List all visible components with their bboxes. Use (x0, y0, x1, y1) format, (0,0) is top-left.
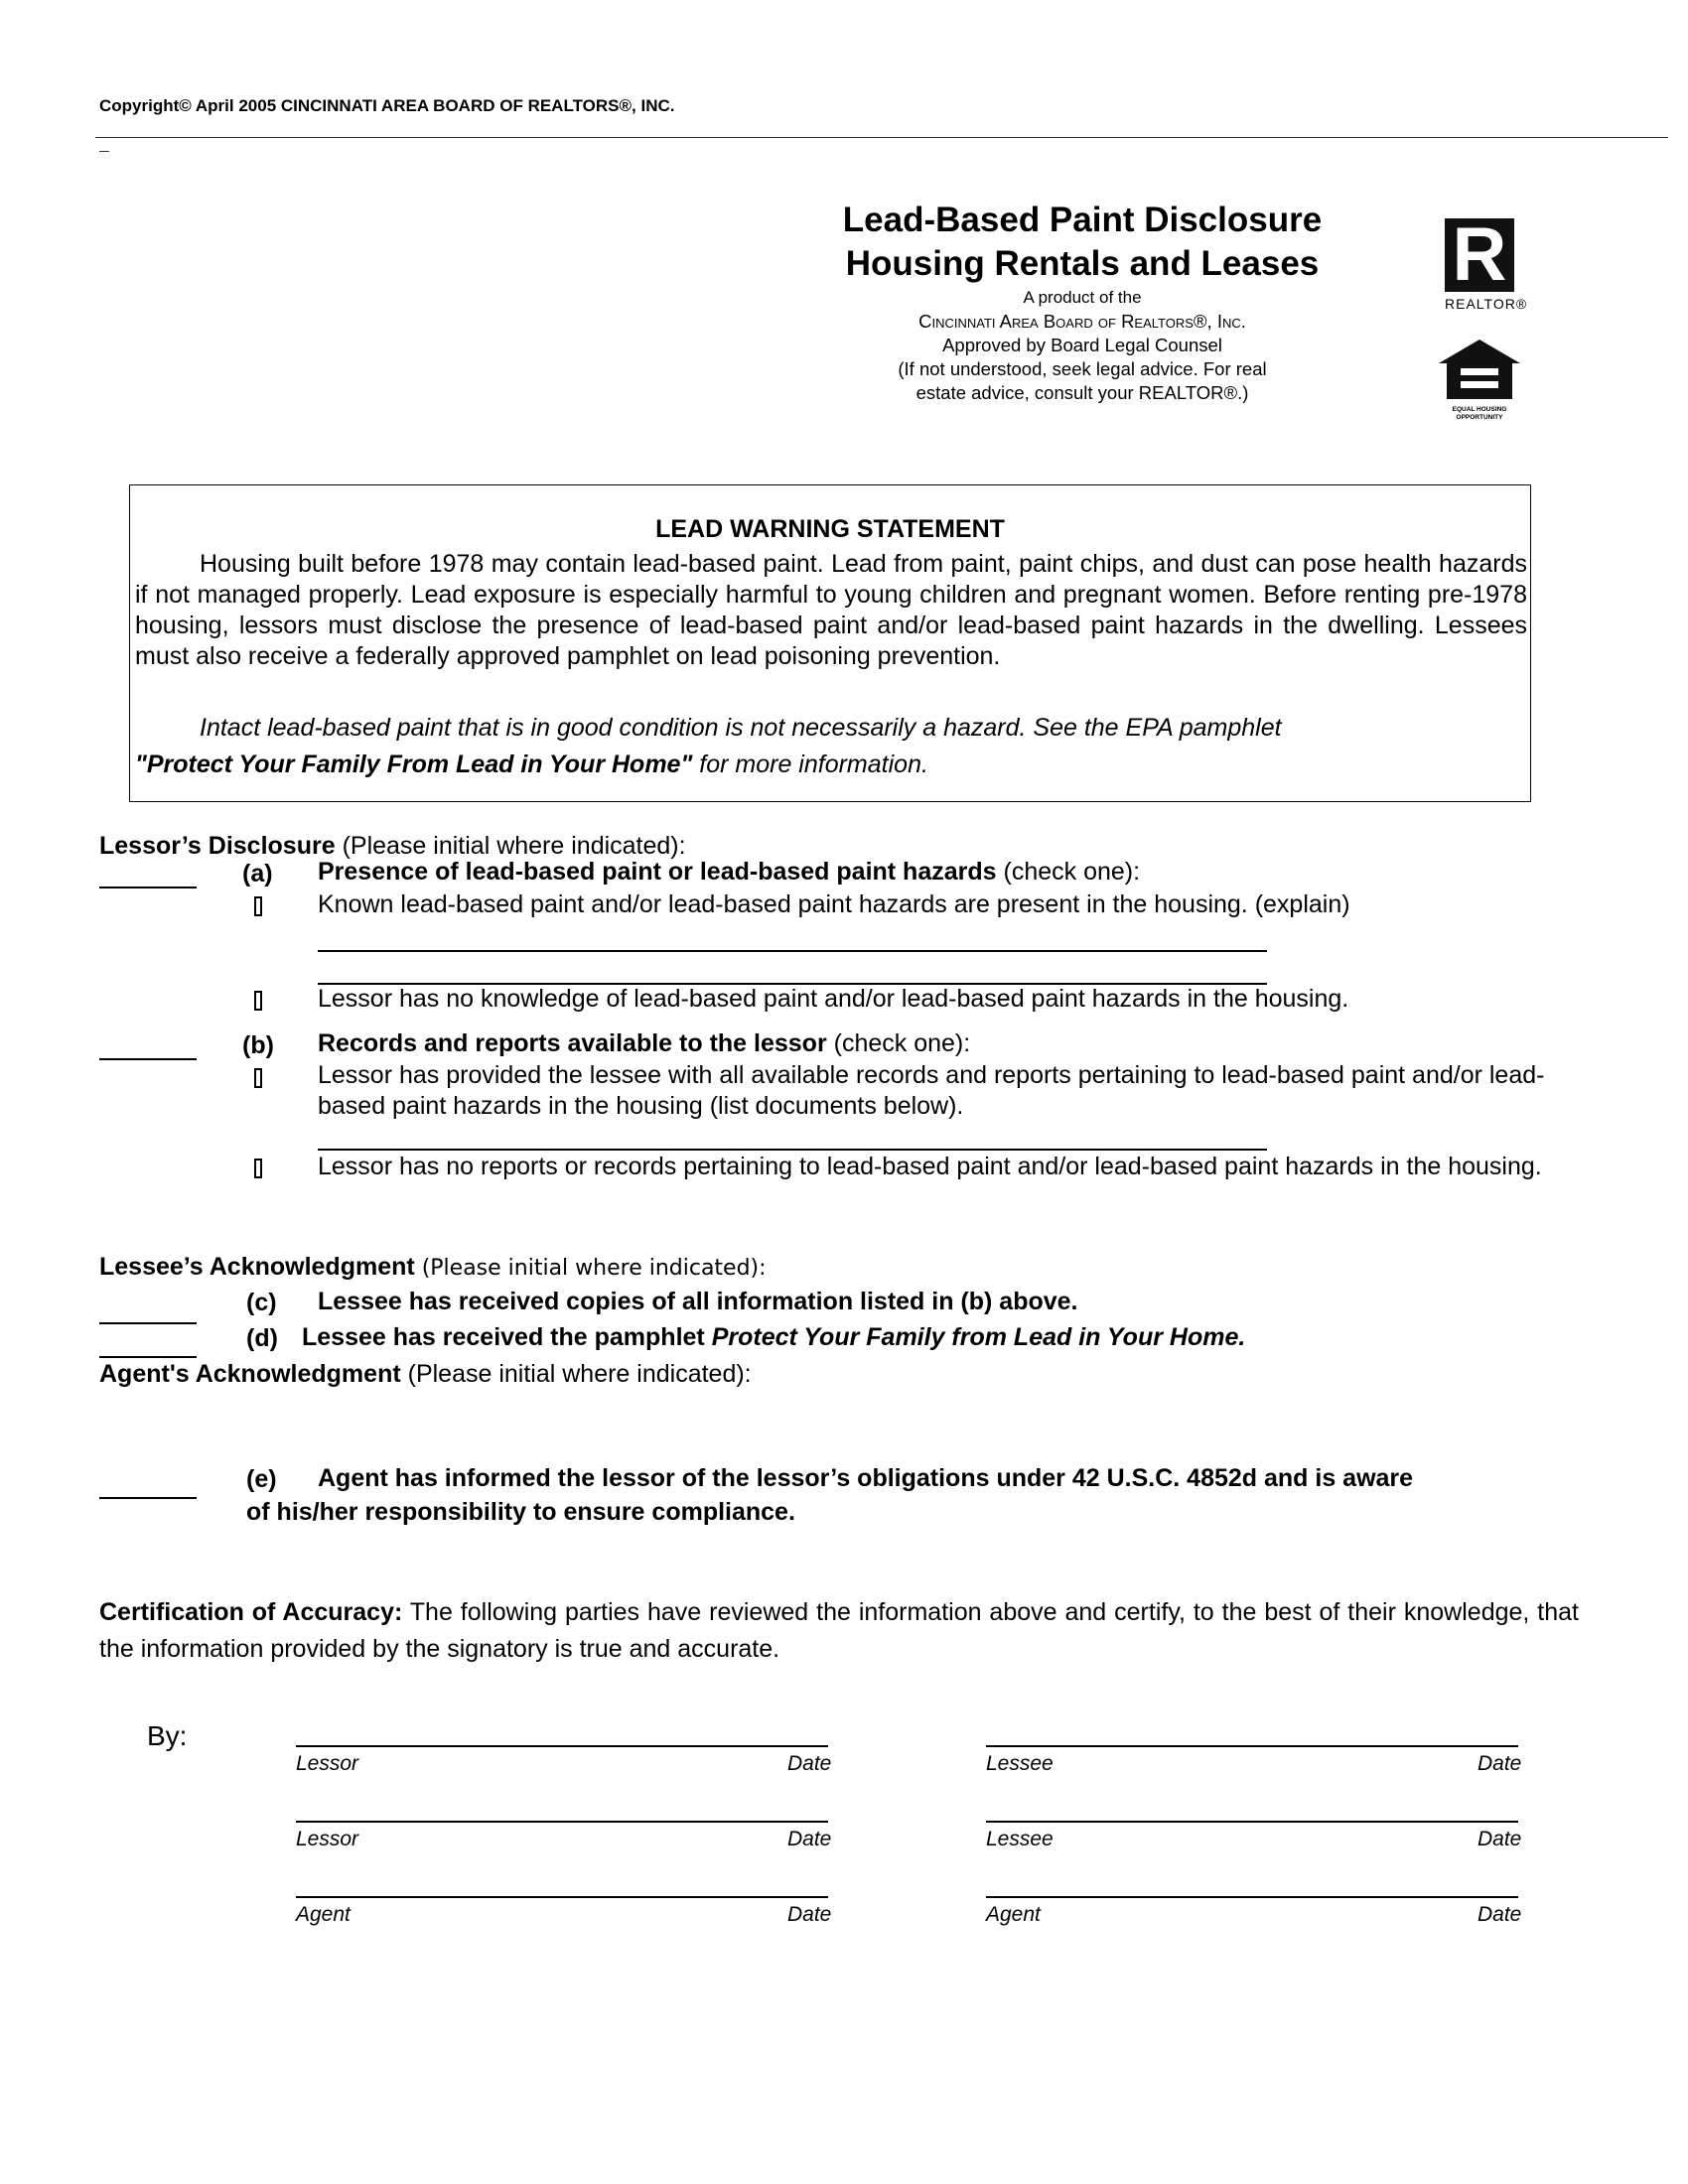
item-b-heading (318, 1028, 970, 1059)
option-a-no-knowledge: Lessor has no knowledge of lead-based paint and/or lead-based paint hazards in the housing. (318, 985, 1349, 1013)
approved-text: Approved by Board Legal Counsel (942, 335, 1222, 355)
signature-label-lessee-2: Lessee (986, 1828, 1054, 1850)
item-b-title: Records and reports available to the lessor (318, 1029, 827, 1057)
option-b-no-reports: Lessor has no reports or records pertaining to lead-based paint and/or lead-based paint hazards in the housing. (318, 1153, 1542, 1180)
signature-label-lessee-1: Lessee (986, 1752, 1054, 1775)
lessee-initial-c[interactable] (99, 1322, 197, 1324)
advice-line2: estate advice, consult your REALTOR®.) (915, 382, 1249, 403)
agent-initial-e[interactable] (99, 1497, 197, 1499)
checkbox-a-known[interactable] (254, 896, 262, 916)
realtor-r-icon: R (1445, 218, 1514, 292)
option-a-known: Known lead-based paint and/or lead-based paint hazards are present in the housing. (explain) (318, 890, 1350, 918)
item-e-text-line1: Agent has informed the lessor of the lessor’s obligations under 42 U.S.C. 4852d and is aware (318, 1464, 1414, 1492)
documents-line[interactable] (318, 1149, 1267, 1151)
signature-date-lessor-1: Date (787, 1752, 832, 1775)
signature-label-agent-1: Agent (296, 1903, 351, 1926)
item-a-title: Presence of lead-based paint or lead-based paint hazards (318, 858, 997, 886)
signature-line-agent-2[interactable] (986, 1896, 1518, 1898)
agent-acknowledgment-heading (99, 1360, 752, 1389)
warning-paragraph-1: Housing built before 1978 may contain lead-based paint. Lead from paint, paint chips, and dust can pose health hazards if not managed properly. Lead exposure is especially harmful to young children and pregnant women. Before renting pre-1978 housing, lessors must disclose the presence of lead-based paint and/or lead-based paint hazards in the dwelling. Lessees must also receive a federally approved pamphlet on lead poisoning prevention. (135, 550, 1527, 670)
item-a-letter: (a) (242, 860, 273, 887)
eho-caption-2: OPPORTUNITY (1456, 414, 1503, 421)
item-d-lead: Lessee has received the pamphlet (302, 1323, 712, 1351)
signature-line-agent-1[interactable] (296, 1896, 828, 1898)
equal-housing-logo (1437, 338, 1522, 422)
agent-heading-label: Agent's Acknowledgment (99, 1360, 401, 1388)
agent-heading-note: (Please initial where indicated): (400, 1360, 752, 1388)
lessee-acknowledgment-heading (99, 1253, 767, 1282)
item-e-letter: (e) (246, 1465, 277, 1493)
signature-date-lessor-2: Date (787, 1828, 832, 1850)
item-a-note: (check one): (996, 858, 1141, 886)
warning-p2-tail: for more information. (692, 751, 928, 778)
realtor-logo-label: REALTOR® (1445, 296, 1528, 312)
signature-line-lessee-2[interactable] (986, 1821, 1518, 1823)
item-e-text-line2: of his/her responsibility to ensure compliance. (246, 1498, 795, 1526)
signature-line-lessor-1[interactable] (296, 1745, 828, 1747)
item-d-text (302, 1322, 1245, 1353)
lessor-heading-note: (Please initial where indicated): (335, 832, 686, 860)
signature-line-lessor-2[interactable] (296, 1821, 828, 1823)
explain-line-1[interactable] (318, 950, 1267, 952)
document-title-line2: Housing Rentals and Leases (845, 244, 1320, 283)
signature-label-agent-2: Agent (986, 1903, 1041, 1926)
lessee-heading-note: (Please initial where indicated): (414, 1256, 767, 1281)
pamphlet-title: "Protect Your Family From Lead in Your Home" (135, 751, 693, 778)
warning-paragraph-2 (135, 710, 1527, 783)
signature-date-agent-2: Date (1477, 1903, 1522, 1926)
board-name: Cincinnati Area Board of Realtors®, Inc. (918, 311, 1246, 332)
signature-line-lessee-1[interactable] (986, 1745, 1518, 1747)
signature-label-lessor-1: Lessor (296, 1752, 359, 1775)
lessor-initial-a[interactable] (99, 887, 197, 888)
lead-warning-box (129, 484, 1531, 802)
lessor-heading-label: Lessor’s Disclosure (99, 832, 336, 860)
title-block (814, 199, 1350, 405)
copyright-notice: Copyright© April 2005 CINCINNATI AREA BOARD OF REALTORS®, INC. (99, 96, 675, 115)
item-b-letter: (b) (242, 1031, 274, 1059)
item-d-letter: (d) (246, 1324, 278, 1352)
signature-date-lessee-1: Date (1477, 1752, 1522, 1775)
header-rule (95, 137, 1668, 138)
item-c-letter: (c) (246, 1289, 277, 1316)
signature-label-lessor-2: Lessor (296, 1828, 359, 1850)
eho-caption-1: EQUAL HOUSING (1452, 406, 1507, 413)
certification-text: The following parties have reviewed the information above and certify, to the best of their knowledge, that the information provided by the signatory is true and accurate. (99, 1598, 1579, 1663)
certification-of-accuracy (99, 1594, 1579, 1668)
realtor-logo (1445, 212, 1534, 312)
item-d-pamphlet: Protect Your Family from Lead in Your Home. (711, 1323, 1246, 1351)
item-b-note: (check one): (826, 1029, 971, 1057)
equal-housing-icon (1437, 338, 1522, 401)
advice-line1: (If not understood, seek legal advice. For real (898, 358, 1267, 379)
item-c-text: Lessee has received copies of all information listed in (b) above. (318, 1288, 1078, 1315)
lessor-initial-b[interactable] (99, 1058, 197, 1060)
option-b-provided: Lessor has provided the lessee with all available records and reports pertaining to lead-based paint and/or lead-based paint hazards in the housing (list documents below). (318, 1061, 1545, 1120)
lessee-heading-label: Lessee’s Acknowledgment (99, 1253, 415, 1281)
by-label: By: (147, 1720, 188, 1751)
certification-label: Certification of Accuracy: (99, 1598, 403, 1626)
lessee-initial-d[interactable] (99, 1356, 197, 1358)
checkbox-a-no-knowledge[interactable] (254, 991, 262, 1011)
header-dash (99, 151, 109, 152)
document-title-line1: Lead-Based Paint Disclosure (842, 201, 1323, 239)
item-a-heading (318, 857, 1140, 887)
warning-p2-lead: Intact lead-based paint that is in good condition is not necessarily a hazard. See the EPA pamphlet (200, 714, 1282, 742)
signature-date-lessee-2: Date (1477, 1828, 1522, 1850)
signature-date-agent-1: Date (787, 1903, 832, 1926)
warning-title: LEAD WARNING STATEMENT (655, 515, 1005, 543)
checkbox-b-no-reports[interactable] (254, 1159, 262, 1178)
product-of-text: A product of the (1023, 288, 1142, 307)
checkbox-b-provided[interactable] (254, 1068, 262, 1088)
